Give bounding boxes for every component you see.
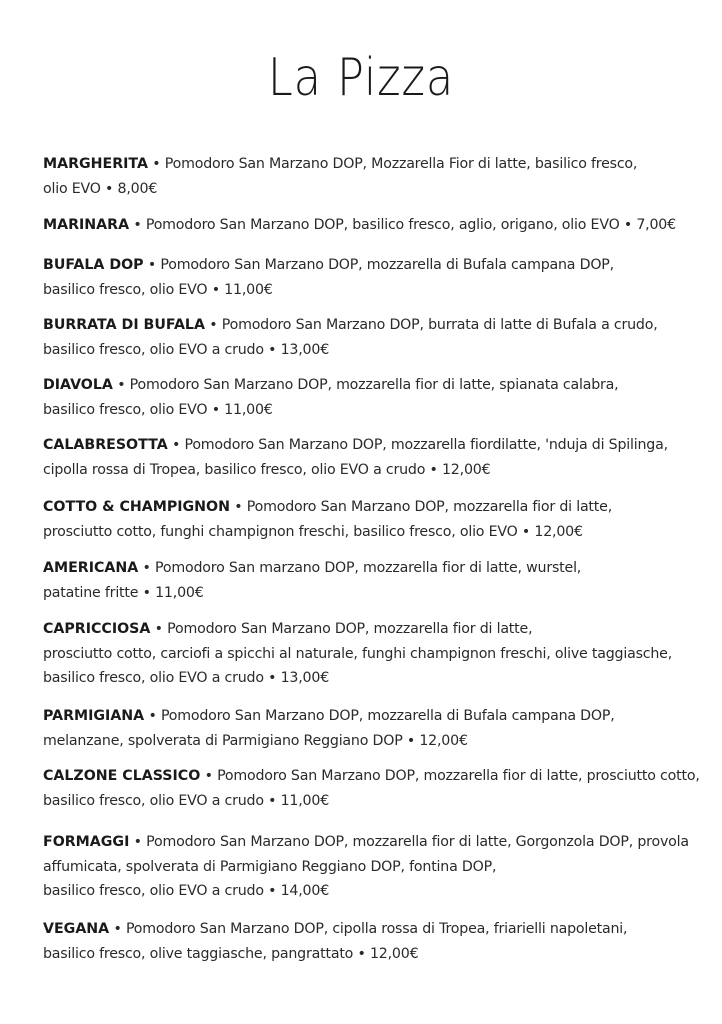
menu-item-margherita xyxy=(43,152,683,201)
menu-item-line xyxy=(43,433,683,458)
menu-item-description: prosciutto cotto, carciofi a spicchi al naturale, funghi champignon freschi, olive taggiasche, xyxy=(43,645,673,662)
menu-item-description: • Pomodoro San Marzano DOP, mozzarella fior di latte, Gorgonzola DOP, provola xyxy=(129,834,689,850)
menu-item-name: DIAVOLA xyxy=(43,377,113,393)
menu-item-line xyxy=(43,213,683,238)
menu-item-description: • Pomodoro San Marzano DOP, Mozzarella Fior di latte, basilico fresco, xyxy=(148,156,638,172)
menu-item-capricciosa xyxy=(43,617,683,691)
menu-item-cotto-champignon xyxy=(43,495,683,544)
menu-item-formaggi xyxy=(43,830,689,904)
menu-item-line xyxy=(43,313,683,338)
menu-item-name: AMERICANA xyxy=(43,560,139,576)
menu-item-parmigiana xyxy=(43,704,683,753)
menu-item-line xyxy=(43,253,683,278)
menu-item-description: • Pomodoro San Marzano DOP, mozzarella fior di latte, xyxy=(229,499,612,515)
menu-item-description: • Pomodoro San marzano DOP, mozzarella fior di latte, wurstel, xyxy=(138,560,582,576)
menu-item-name: CALZONE CLASSICO xyxy=(43,768,201,784)
menu-item-description: melanzane, spolverata di Parmigiano Reggiano DOP • 12,00€ xyxy=(43,732,468,749)
menu-item-description: • Pomodoro San Marzano DOP, mozzarella fior di latte, spianata calabra, xyxy=(112,377,619,393)
menu-item-line xyxy=(43,373,683,398)
menu-item-description: • Pomodoro San Marzano DOP, burrata di latte di Bufala a crudo, xyxy=(204,317,658,333)
menu-item-bufala-dop xyxy=(43,253,683,302)
menu-item-line xyxy=(43,495,683,520)
menu-item-description: basilico fresco, olio EVO • 11,00€ xyxy=(43,281,273,298)
menu-item-diavola xyxy=(43,373,683,422)
menu-item-marinara xyxy=(43,213,683,238)
menu-item-name: MARGHERITA xyxy=(43,156,148,172)
menu-item-description: prosciutto cotto, funghi champignon freschi, basilico fresco, olio EVO • 12,00€ xyxy=(43,523,583,540)
menu-item-description: affumicata, spolverata di Parmigiano Reggiano DOP, fontina DOP, xyxy=(43,858,497,875)
menu-item-line xyxy=(43,152,683,177)
menu-item-description: • Pomodoro San Marzano DOP, mozzarella fior di latte, xyxy=(150,621,533,637)
menu-item-name: MARINARA xyxy=(43,217,130,233)
menu-item-description: • Pomodoro San Marzano DOP, mozzarella di Bufala campana DOP, xyxy=(144,708,615,724)
menu-item-name: VEGANA xyxy=(43,921,110,937)
menu-item-description: basilico fresco, olive taggiasche, pangrattato • 12,00€ xyxy=(43,945,419,962)
page-title: La Pizza xyxy=(267,48,455,108)
menu-item-description: olio EVO • 8,00€ xyxy=(43,180,158,197)
menu-item-description: • Pomodoro San Marzano DOP, basilico fresco, aglio, origano, olio EVO • 7,00€ xyxy=(129,217,676,233)
menu-item-description: • Pomodoro San Marzano DOP, cipolla rossa di Tropea, friarielli napoletani, xyxy=(109,921,628,937)
menu-item-burrata-di-bufala xyxy=(43,313,683,362)
menu-item-description: • Pomodoro San Marzano DOP, mozzarella fior di latte, prosciutto cotto, xyxy=(200,768,700,784)
menu-item-description: • Pomodoro San Marzano DOP, mozzarella fiordilatte, 'nduja di Spilinga, xyxy=(167,437,668,453)
menu-item-name: CALABRESOTTA xyxy=(43,437,168,453)
menu-item-line xyxy=(43,830,689,855)
menu-item-name: BURRATA DI BUFALA xyxy=(43,317,205,333)
menu-item-description: basilico fresco, olio EVO a crudo • 11,00€ xyxy=(43,792,330,809)
menu-item-description: basilico fresco, olio EVO a crudo • 14,00€ xyxy=(43,883,330,899)
menu-item-vegana xyxy=(43,917,683,966)
menu-item-line xyxy=(43,764,700,789)
menu-item-americana xyxy=(43,556,683,605)
menu-item-description: basilico fresco, olio EVO a crudo • 13,00€ xyxy=(43,341,330,358)
menu-item-description: basilico fresco, olio EVO • 11,00€ xyxy=(43,401,273,418)
menu-item-line xyxy=(43,917,683,942)
menu-item-name: FORMAGGI xyxy=(43,834,130,850)
menu-item-name: PARMIGIANA xyxy=(43,708,145,724)
menu-item-description: cipolla rossa di Tropea, basilico fresco, olio EVO a crudo • 12,00€ xyxy=(43,461,491,478)
menu-item-name: BUFALA DOP xyxy=(43,257,144,273)
menu-item-name: CAPRICCIOSA xyxy=(43,621,151,637)
menu-item-line xyxy=(43,704,683,729)
menu-item-line xyxy=(43,617,683,642)
menu-item-description: patatine fritte • 11,00€ xyxy=(43,584,204,601)
menu-item-line xyxy=(43,556,683,581)
menu-item-name: COTTO & CHAMPIGNON xyxy=(43,499,230,515)
menu-item-description: basilico fresco, olio EVO a crudo • 13,00€ xyxy=(43,670,330,686)
menu-item-calabresotta xyxy=(43,433,683,482)
menu-item-description: • Pomodoro San Marzano DOP, mozzarella di Bufala campana DOP, xyxy=(143,257,614,273)
menu-item-calzone-classico xyxy=(43,764,700,813)
